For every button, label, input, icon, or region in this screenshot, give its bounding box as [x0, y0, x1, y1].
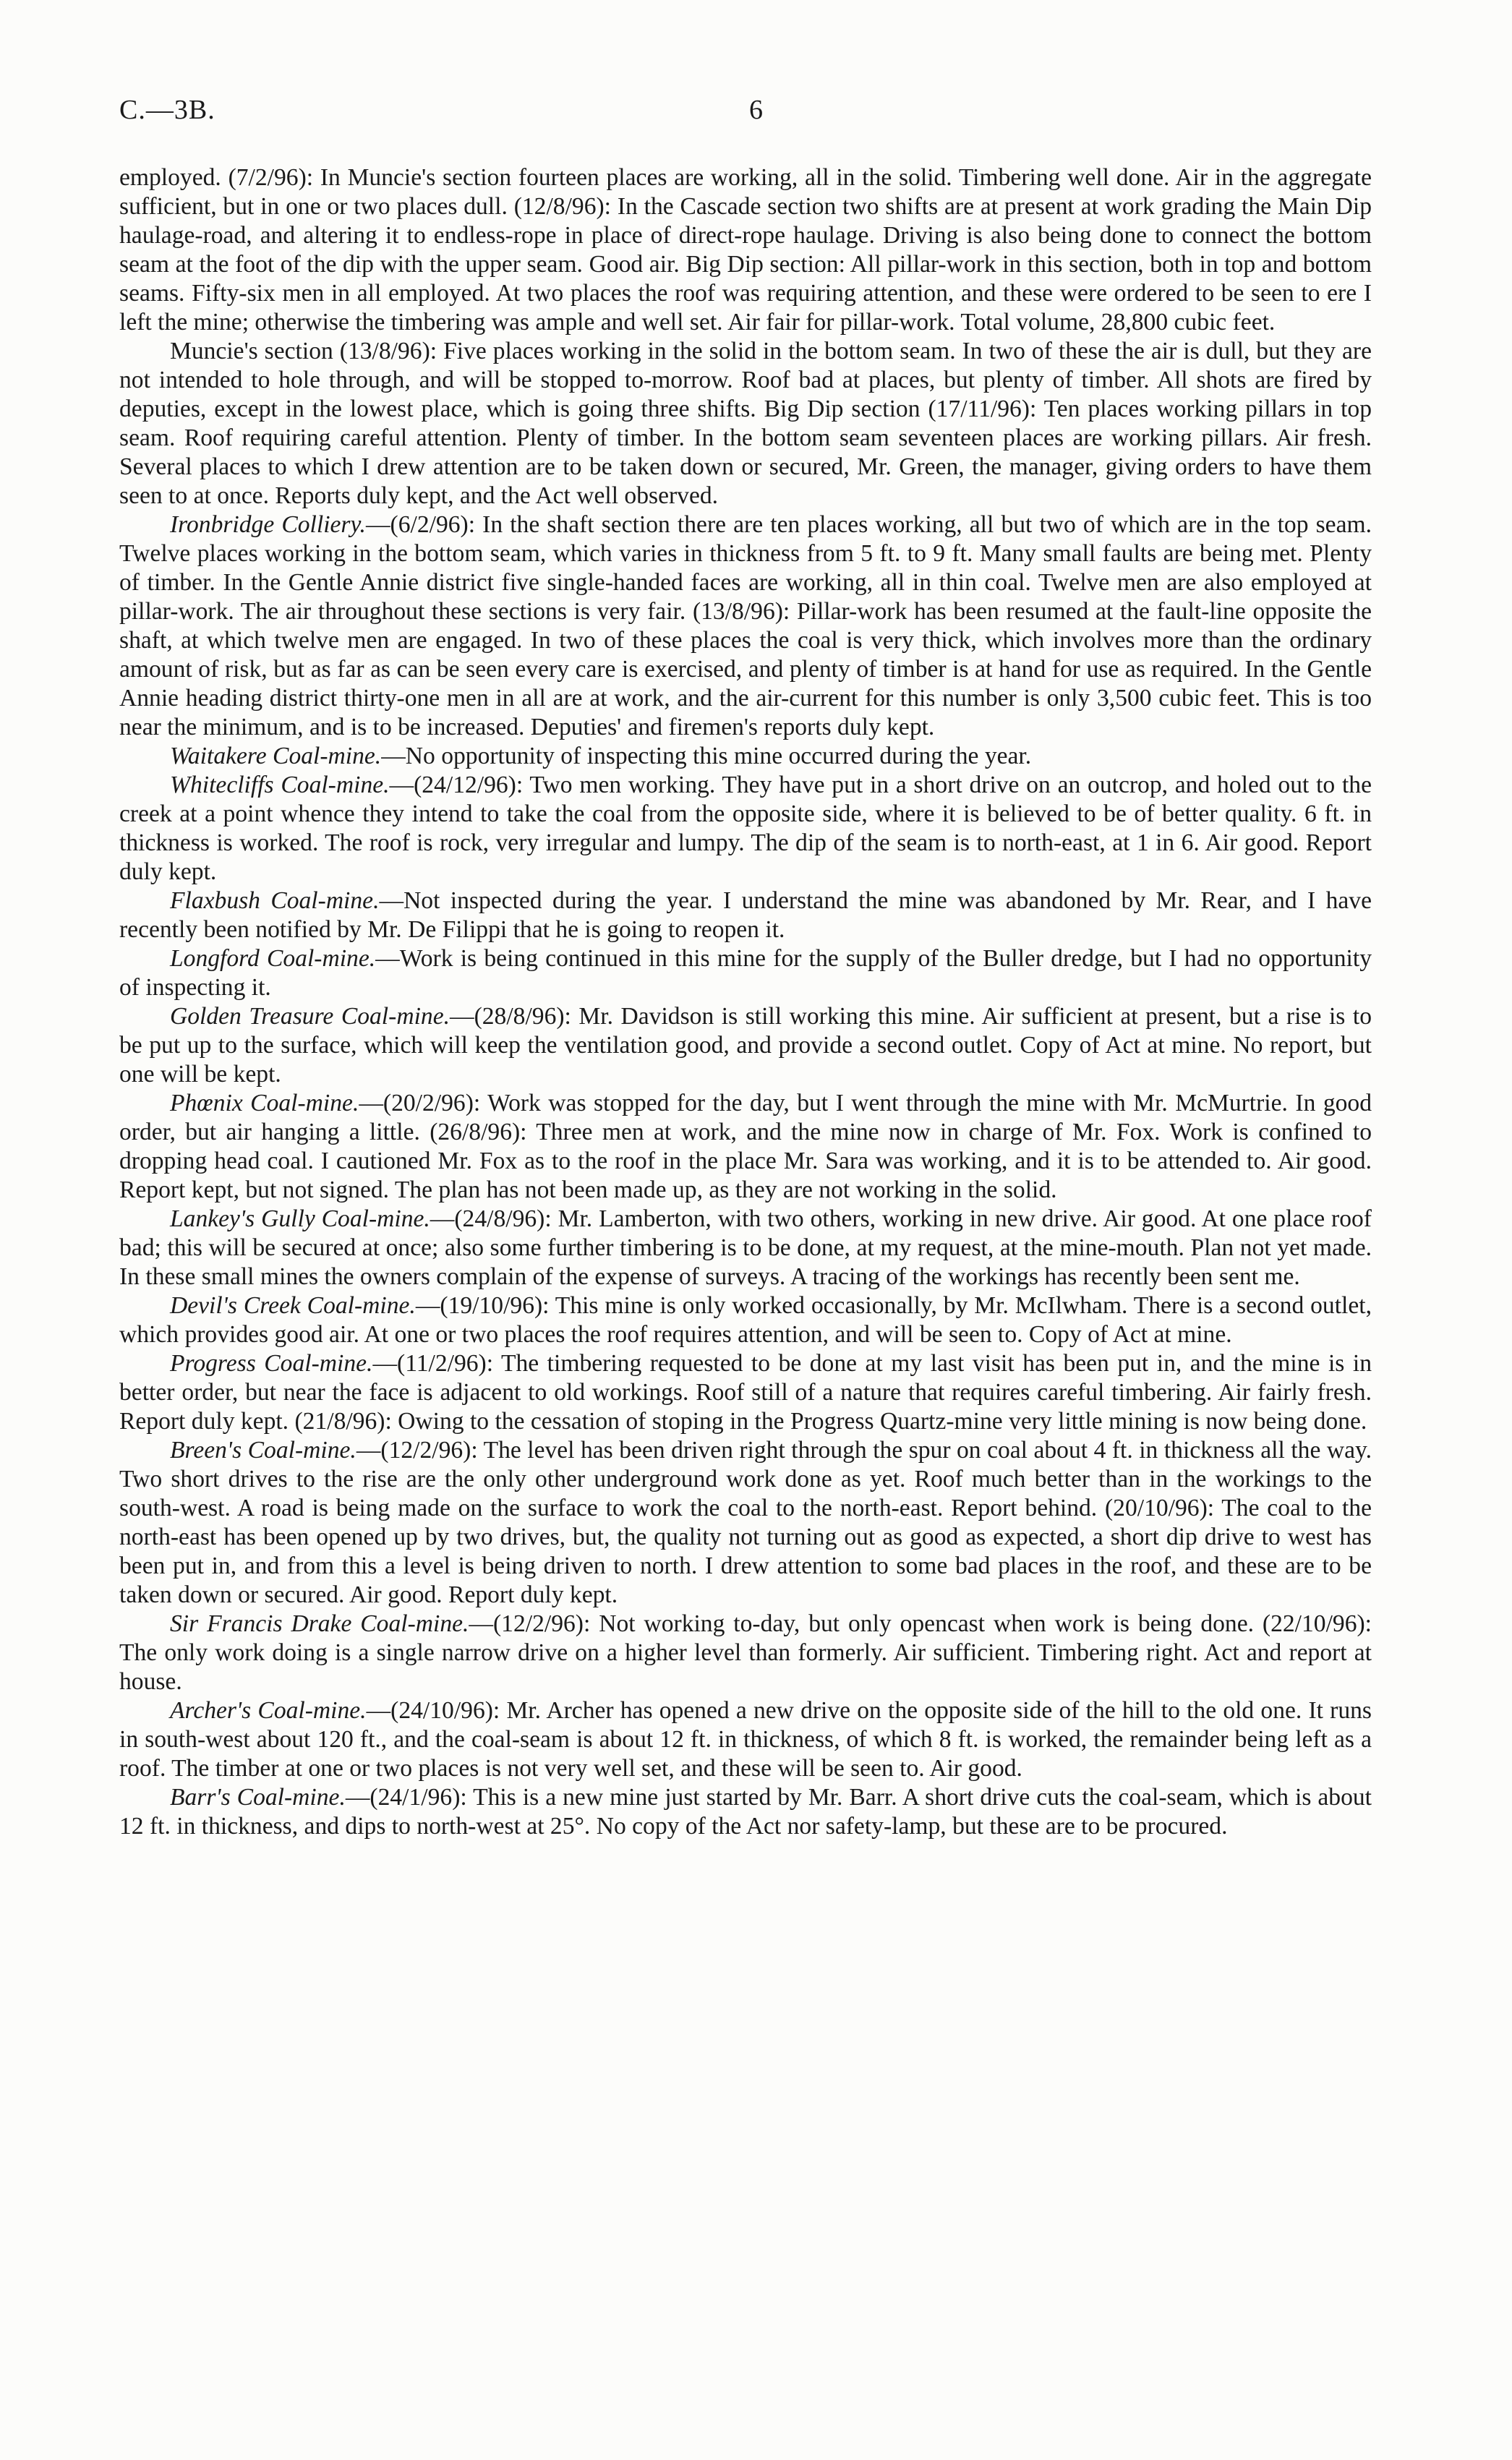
mine-name: Flaxbush Coal-mine. [170, 887, 380, 914]
mine-name: Golden Treasure Coal-mine. [170, 1003, 450, 1030]
paragraph-text: —(11/2/96): The timbering requested to be done at my last visit has been put in, and the mine is in better order, but near the face is adjacent to old workings. Roof still of a nature that requires careful timbering. Air fairly fresh. Report duly kept. (21/8/96): Owing to the cessation of stoping in the Progress Quartz-mine very little mining is now being done. [119, 1350, 1372, 1435]
paragraph-text: —(6/2/96): In the shaft section there are ten places working, all but two of which are in the top seam. Twelve places working in the bottom seam, which varies in thickness from 5 ft. to 9 ft. Many small faults are being met. Plenty of timber. In the Gentle Annie district five single-handed faces are working, all in thin coal. Twelve men are also employed at pillar-work. The air throughout these sections is very fair. (13/8/96): Pillar-work has been resumed at the fault-line opposite the shaft, at which twelve men are engaged. In two of these places the coal is very thick, which involves more than the ordinary amount of risk, but as far as can be seen every care is exercised, and plenty of timber is at hand for use as required. In the Gentle Annie heading district thirty-one men in all are at work, and the air-current for this number is only 3,500 cubic feet. This is too near the minimum, and is to be increased. Deputies' and firemen's reports duly kept. [119, 511, 1372, 740]
paragraph-text: —(24/12/96): Two men working. They have put in a short drive on an outcrop, and holed out to the creek at a point whence they intend to take the coal from the opposite side, where it is believed to be of better quality. 6 ft. in thickness is worked. The roof is rock, very irregular and lumpy. The dip of the seam is to north-east, at 1 in 6. Air good. Report duly kept. [119, 772, 1372, 885]
report-paragraph [119, 771, 1372, 887]
report-paragraph [119, 742, 1372, 771]
report-paragraph [119, 887, 1372, 944]
report-paragraph [119, 944, 1372, 1002]
mine-name: Lankey's Gully Coal-mine. [170, 1205, 430, 1232]
mine-name: Progress Coal-mine. [170, 1350, 373, 1377]
paragraph-text: —(24/1/96): This is a new mine just started by Mr. Barr. A short drive cuts the coal-seam, which is about 12 ft. in thickness, and dips to north-west at 25°. No copy of the Act nor safety-lamp, but these are to be procured. [119, 1784, 1372, 1840]
paragraph-text: —(19/10/96): This mine is only worked occasionally, by Mr. McIlwham. There is a second outlet, which provides good air. At one or two places the roof requires attention, and will be seen to. Copy of Act at mine. [119, 1292, 1372, 1348]
paragraph-text: —(24/10/96): Mr. Archer has opened a new drive on the opposite side of the hill to the old one. It runs in south-west about 120 ft., and the coal-seam is about 12 ft. in thickness, of which 8 ft. is worked, the remainder being left as a roof. The timber at one or two places is not very well set, and these will be seen to. Air good. [119, 1697, 1372, 1782]
mine-name: Ironbridge Colliery. [170, 511, 366, 538]
page-number: 6 [749, 95, 763, 125]
paragraph-text: —(28/8/96): Mr. Davidson is still working this mine. Air sufficient at present, but a rise is to be put up to the surface, which will keep the ventilation good, and provide a second outlet. Copy of Act at mine. No report, but one will be kept. [119, 1003, 1372, 1088]
report-paragraph [119, 1610, 1372, 1696]
paragraph-text: —No opportunity of inspecting this mine occurred during the year. [381, 743, 1032, 769]
report-paragraph [119, 1002, 1372, 1089]
report-paragraph [119, 163, 1372, 337]
mine-name: Waitakere Coal-mine. [170, 743, 382, 769]
report-body [119, 163, 1372, 1841]
mine-name: Phœnix Coal-mine. [170, 1090, 359, 1116]
report-paragraph [119, 1291, 1372, 1349]
report-paragraph [119, 1349, 1372, 1436]
mine-name: Sir Francis Drake Coal-mine. [170, 1610, 469, 1637]
paragraph-text: —(24/8/96): Mr. Lamberton, with two others, working in new drive. Air good. At one place roof bad; this will be secured at once; also some further timbering is to be done, at my request, at the mine-mouth. Plan not yet made. In these small mines the owners complain of the expense of surveys. A tracing of the workings has recently been sent me. [119, 1205, 1372, 1290]
mine-name: Longford Coal-mine. [170, 945, 376, 972]
paragraph-text: —Work is being continued in this mine for the supply of the Buller dredge, but I had no opportunity of inspecting it. [119, 945, 1372, 1001]
report-paragraph [119, 1783, 1372, 1841]
mine-name: Archer's Coal-mine. [170, 1697, 367, 1724]
report-paragraph [119, 1089, 1372, 1205]
paragraph-text: Muncie's section (13/8/96): Five places working in the solid in the bottom seam. In two of these the air is dull, but they are not intended to hole through, and will be stopped to-morrow. Roof bad at places, but plenty of timber. All shots are fired by deputies, except in the lowest place, which is going three shifts. Big Dip section (17/11/96): Ten places working pillars in top seam. Roof requiring careful attention. Plenty of timber. In the bottom seam seventeen places are working pillars. Air fresh. Several places to which I drew attention are to be taken down or secured, Mr. Green, the manager, giving orders to have them seen to at once. Reports duly kept, and the Act well observed. [119, 338, 1372, 509]
report-paragraph [119, 1436, 1372, 1610]
mine-name: Barr's Coal-mine. [170, 1784, 346, 1811]
report-paragraph [119, 511, 1372, 742]
paragraph-text: —Not inspected during the year. I understand the mine was abandoned by Mr. Rear, and I have recently been notified by Mr. De Filippi that he is going to reopen it. [119, 887, 1372, 943]
report-paragraph [119, 337, 1372, 511]
paragraph-text: employed. (7/2/96): In Muncie's section fourteen places are working, all in the solid. Timbering well done. Air in the aggregate sufficient, but in one or two places dull. (12/8/96): In the Cascade section two shifts are at present at work grading the Main Dip haulage-road, and altering it to endless-rope in place of direct-rope haulage. Driving is also being done to connect the bottom seam at the foot of the dip with the upper seam. Good air. Big Dip section: All pillar-work in this section, both in top and bottom seams. Fifty-six men in all employed. At two places the roof was requiring attention, and these were ordered to be seen to ere I left the mine; otherwise the timbering was ample and well set. Air fair for pillar-work. Total volume, 28,800 cubic feet. [119, 164, 1372, 336]
running-header [119, 94, 1393, 130]
document-reference: C.—3B. [119, 95, 215, 125]
paragraph-text: —(20/2/96): Work was stopped for the day, but I went through the mine with Mr. McMurtrie. In good order, but air hanging a little. (26/8/96): Three men at work, and the mine now in charge of Mr. Fox. Work is confined to dropping head coal. I cautioned Mr. Fox as to the roof in the place Mr. Sara was working, and it is to be attended to. Air good. Report kept, but not signed. The plan has not been made up, as they are not working in the solid. [119, 1090, 1372, 1203]
paragraph-text: —(12/2/96): The level has been driven right through the spur on coal about 4 ft. in thickness all the way. Two short drives to the rise are the only other underground work done as yet. Roof much better than in the workings to the south-west. A road is being made on the surface to work the coal to the north-east. Report behind. (20/10/96): The coal to the north-east has been opened up by two drives, but, the quality not turning out as good as expected, a short dip drive to west has been put in, and from this a level is being driven to north. I drew attention to some bad places in the roof, and these are to be taken down or secured. Air good. Report duly kept. [119, 1437, 1372, 1608]
report-paragraph [119, 1205, 1372, 1291]
mine-name: Devil's Creek Coal-mine. [170, 1292, 416, 1319]
mine-name: Breen's Coal-mine. [170, 1437, 356, 1464]
mine-name: Whitecliffs Coal-mine. [170, 772, 390, 798]
report-paragraph [119, 1696, 1372, 1783]
paragraph-text: —(12/2/96): Not working to-day, but only opencast when work is being done. (22/10/96): The only work doing is a single narrow drive on a higher level than formerly. Air sufficient. Timbering right. Act and report at house. [119, 1610, 1372, 1695]
